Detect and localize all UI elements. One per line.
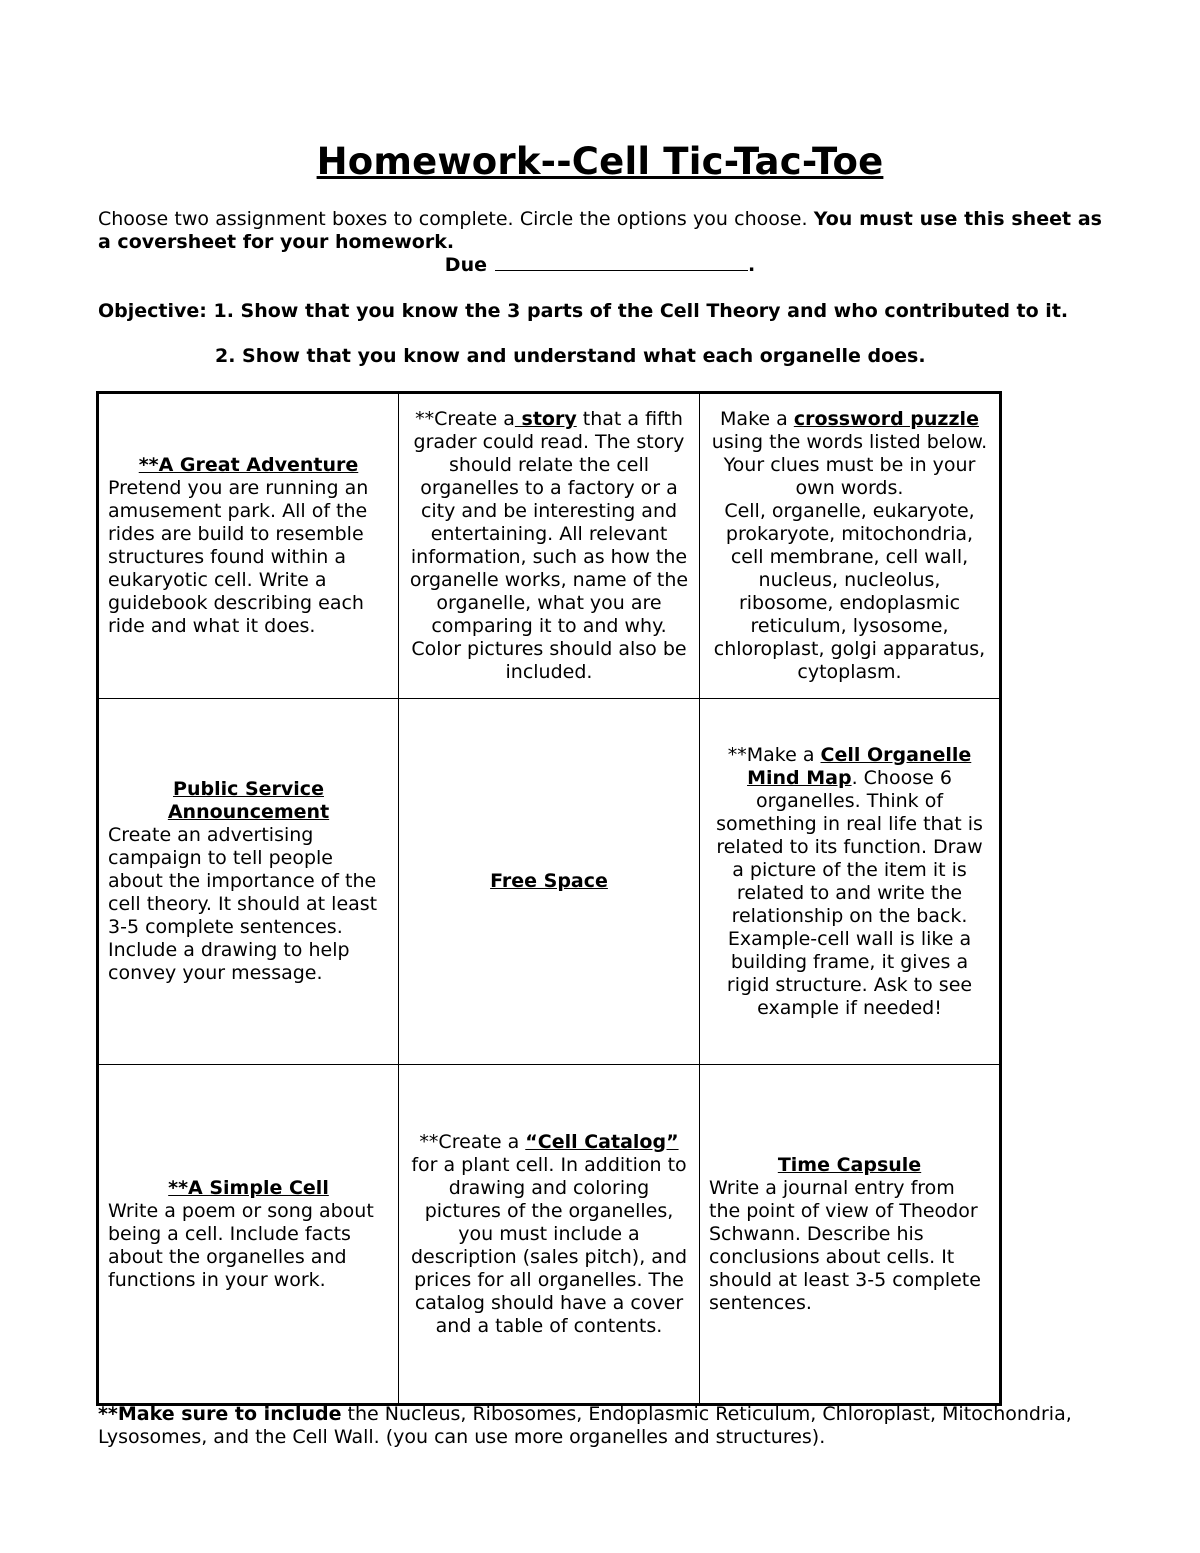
objective-line-2: 2. Show that you know and understand what each organelle does. [215,345,926,367]
instructions-bold: You must use this sheet as a coversheet for your homework. [98,208,1102,253]
cell-keyword: “Cell Catalog” [525,1130,679,1153]
cell-pre: **Create a [419,1130,526,1153]
cell-body: Write a poem or song about being a cell. Include facts about the organelles and functions in your work. [108,1199,374,1291]
footer-note [98,1403,1102,1449]
due-line [0,254,1200,276]
cell-pre: Make a [720,408,794,430]
cell-simple-cell[interactable] [98,1065,399,1405]
cell-great-adventure[interactable] [98,393,399,699]
cell-pre: **Make a [727,743,821,766]
page-title: Homework--Cell Tic-Tac-Toe [316,140,884,183]
cell-keyword: story [514,408,577,430]
cell-body: . Choose 6 organelles. Think of something in real life that is related to its function. Draw a picture of the item it is related to and write the relationship on the back. Example-cell wall is like a building frame, it gives a rigid structure. Ask to see example if needed! [716,766,983,1019]
cell-heading: Free Space [490,870,608,892]
cell-story[interactable] [399,393,700,699]
cell-body: using the words listed below. Your clues must be in your own words. [711,431,988,499]
cell-keyword: Cell Organelle Mind Map [747,743,972,789]
cell-public-service-announcement[interactable] [98,699,399,1065]
due-end: . [747,254,756,276]
footer-bold: **Make sure to include [98,1403,342,1425]
cell-body: Write a journal entry from the point of view of Theodor Schwann. Describe his conclusions about cells. It should at least 3-5 complete sentences. [709,1176,981,1314]
due-date-blank[interactable] [495,254,748,271]
cell-heading: **A Great Adventure [138,454,359,476]
cell-catalog[interactable] [399,1065,700,1405]
cell-body: Pretend you are running an amusement park. All of the rides are build to resemble structures found within a eukaryotic cell. Write a guidebook describing each ride and what it does. [108,477,369,637]
cell-free-space[interactable] [399,699,700,1065]
footer-text: the Nucleus, Ribosomes, Endoplasmic Reticulum, Chloroplast, Mitochondria, Lysosomes, and the Cell Wall. (you can use more organelles and structures). [98,1403,1072,1448]
cell-heading: Time Capsule [777,1153,922,1176]
cell-organelle-mind-map[interactable] [700,699,1001,1065]
due-label: Due [444,254,487,276]
cell-body: that a fifth grader could read. The story should relate the cell organelles to a factory or a city and be interesting and entertaining. All relevant information, such as how the organelle works, name of the organelle, what you are comparing it to and why. Color pictures should also be included. [409,408,689,683]
cell-keyword: crossword puzzle [793,408,979,430]
cell-time-capsule[interactable] [700,1065,1001,1405]
tic-tac-toe-grid [96,391,1002,1406]
cell-body: for a plant cell. In addition to drawing and coloring pictures of the organelles, you must include a description (sales pitch), and prices for all organelles. The catalog should have a cover and a table of contents. [410,1153,688,1337]
cell-crossword-puzzle[interactable] [700,393,1001,699]
instructions [98,208,1102,254]
objective-line-1: Objective: 1. Show that you know the 3 parts of the Cell Theory and who contributed to it. [98,300,1069,322]
cell-pre: **Create a [415,408,515,430]
cell-heading: **A Simple Cell [168,1176,329,1199]
cell-body: Create an advertising campaign to tell people about the importance of the cell theory. It should at least 3-5 complete sentences. Include a drawing to help convey your message. [108,824,378,984]
cell-word-list: Cell, organelle, eukaryote, prokaryote, mitochondria, cell membrane, cell wall, nucleus, nucleolus, ribosome, endoplasmic reticulum, lysosome, chloroplast, golgi apparatus, cytoplasm. [713,500,986,683]
instructions-text: Choose two assignment boxes to complete. Circle the options you choose. [98,208,814,230]
cell-heading: Public Service Announcement [167,778,330,823]
